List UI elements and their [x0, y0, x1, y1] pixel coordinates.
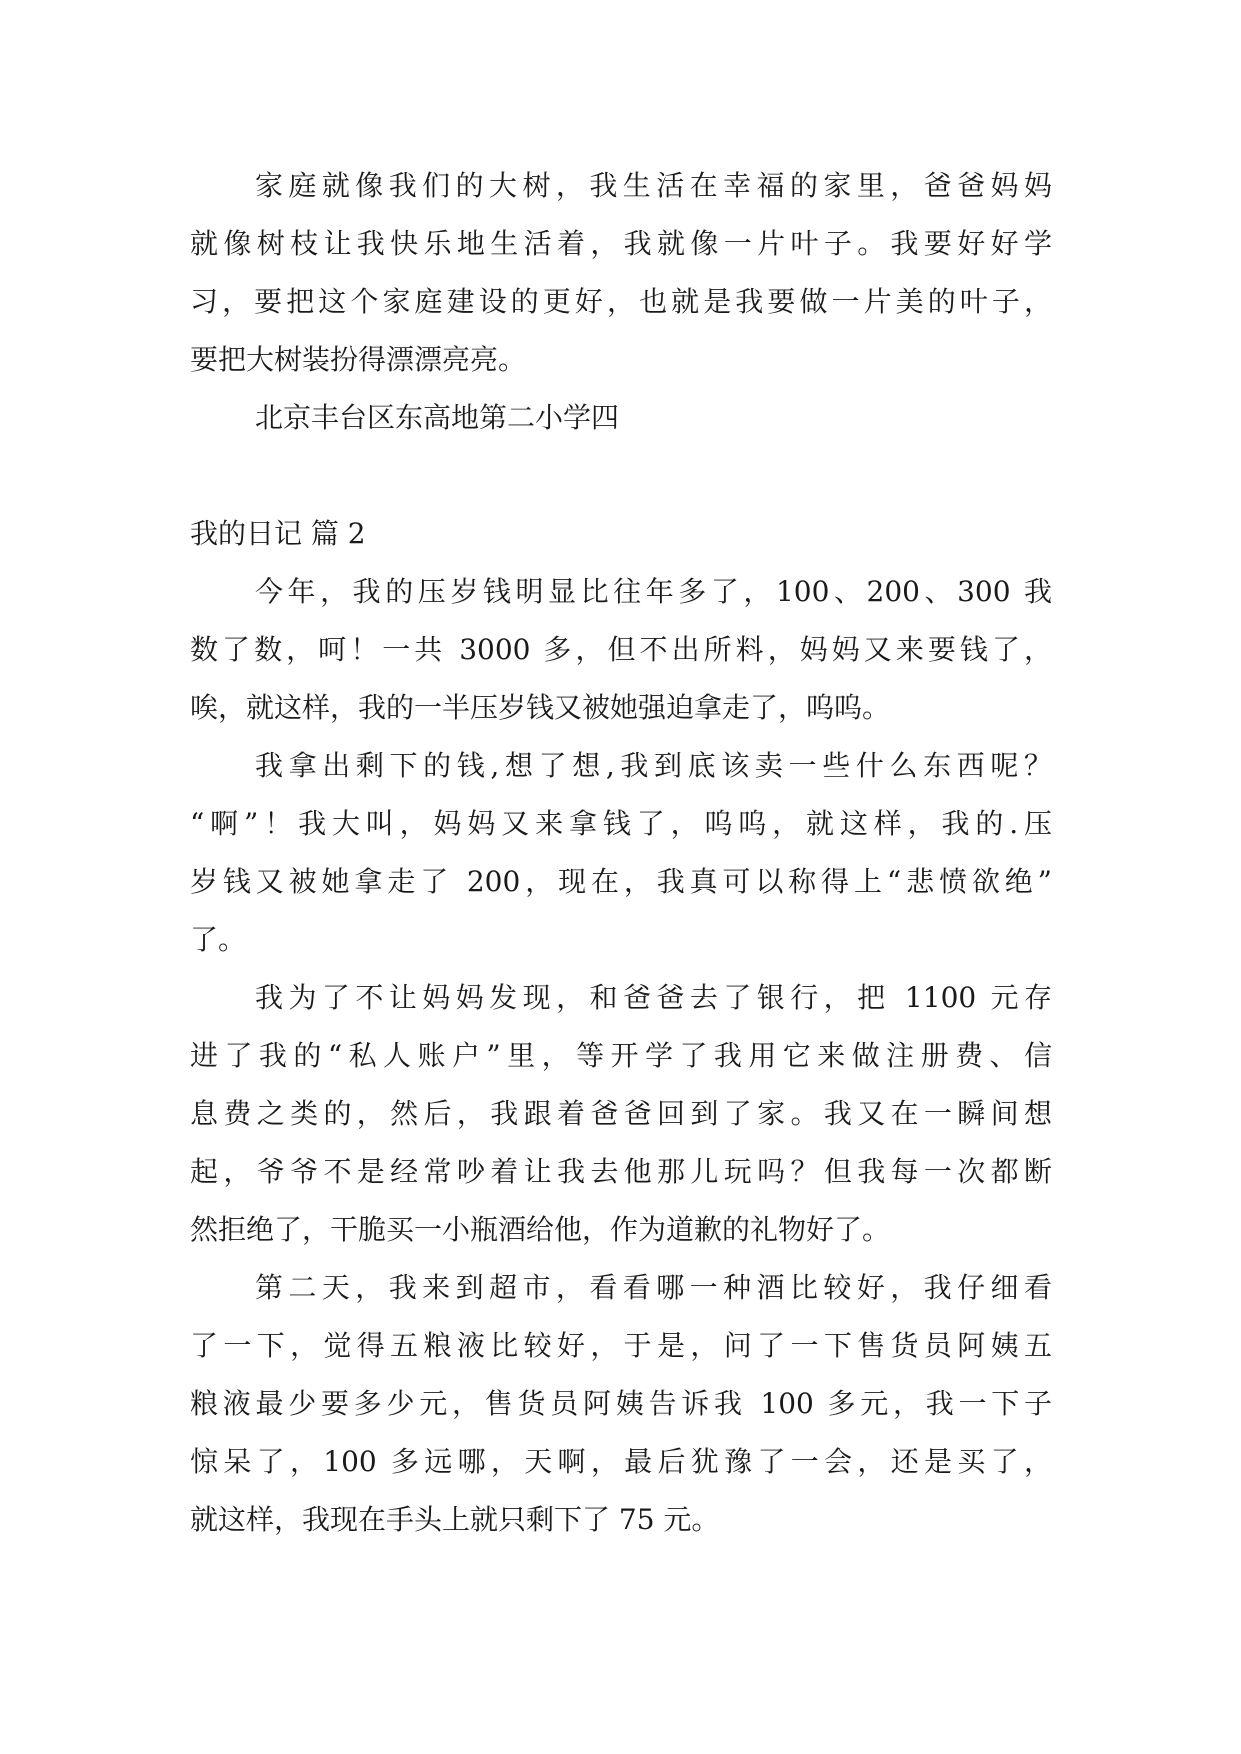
- text-line: 岁钱又被她拿走了 200，现在，我真可以称得上“悲愤欲绝”: [190, 865, 1052, 898]
- text-line: 起，爷爷不是经常吵着让我去他那儿玩吗？但我每一次都断: [190, 1155, 1052, 1188]
- text-line: 然拒绝了，干脆买一小瓶酒给他，作为道歉的礼物好了。: [190, 1213, 891, 1246]
- text-line: 息费之类的，然后，我跟着爸爸回到了家。我又在一瞬间想: [190, 1097, 1052, 1130]
- section-heading: 我的日记 篇 2: [190, 517, 366, 550]
- text-line: 第二天，我来到超市，看看哪一种酒比较好，我仔细看: [255, 1271, 1052, 1304]
- text-line: 唉，就这样，我的一半压岁钱又被她强迫拿走了，呜呜。: [190, 691, 891, 724]
- signature-line: 北京丰台区东高地第二小学四: [255, 401, 620, 434]
- text-line: 习，要把这个家庭建设的更好，也就是我要做一片美的叶子，: [190, 285, 1052, 318]
- text-line: 粮液最少要多少元，售货员阿姨告诉我 100 多元，我一下子: [190, 1387, 1052, 1420]
- text-line: 数了数，呵！一共 3000 多，但不出所料，妈妈又来要钱了，: [190, 633, 1052, 666]
- text-line: 我拿出剩下的钱,想了想,我到底该卖一些什么东西呢？: [255, 749, 1052, 782]
- text-line: 惊呆了，100 多远哪，天啊，最后犹豫了一会，还是买了，: [190, 1445, 1052, 1478]
- text-line: 家庭就像我们的大树，我生活在幸福的家里，爸爸妈妈: [255, 169, 1052, 202]
- text-line: 了。: [190, 923, 247, 956]
- text-line: 进了我的“私人账户”里，等开学了我用它来做注册费、信: [190, 1039, 1052, 1072]
- text-line: “啊”！我大叫，妈妈又来拿钱了，呜呜，就这样，我的.压: [190, 807, 1052, 840]
- text-line: 就像树枝让我快乐地生活着，我就像一片叶子。我要好好学: [190, 227, 1052, 260]
- text-line: 就这样，我现在手头上就只剩下了 75 元。: [190, 1503, 720, 1536]
- text-line: 我为了不让妈妈发现，和爸爸去了银行，把 1100 元存: [255, 981, 1052, 1014]
- text-line: 要把大树装扮得漂漂亮亮。: [190, 343, 527, 376]
- text-line: 了一下，觉得五粮液比较好，于是，问了一下售货员阿姨五: [190, 1329, 1052, 1362]
- text-line: 今年，我的压岁钱明显比往年多了，100、200、300 我: [255, 575, 1052, 608]
